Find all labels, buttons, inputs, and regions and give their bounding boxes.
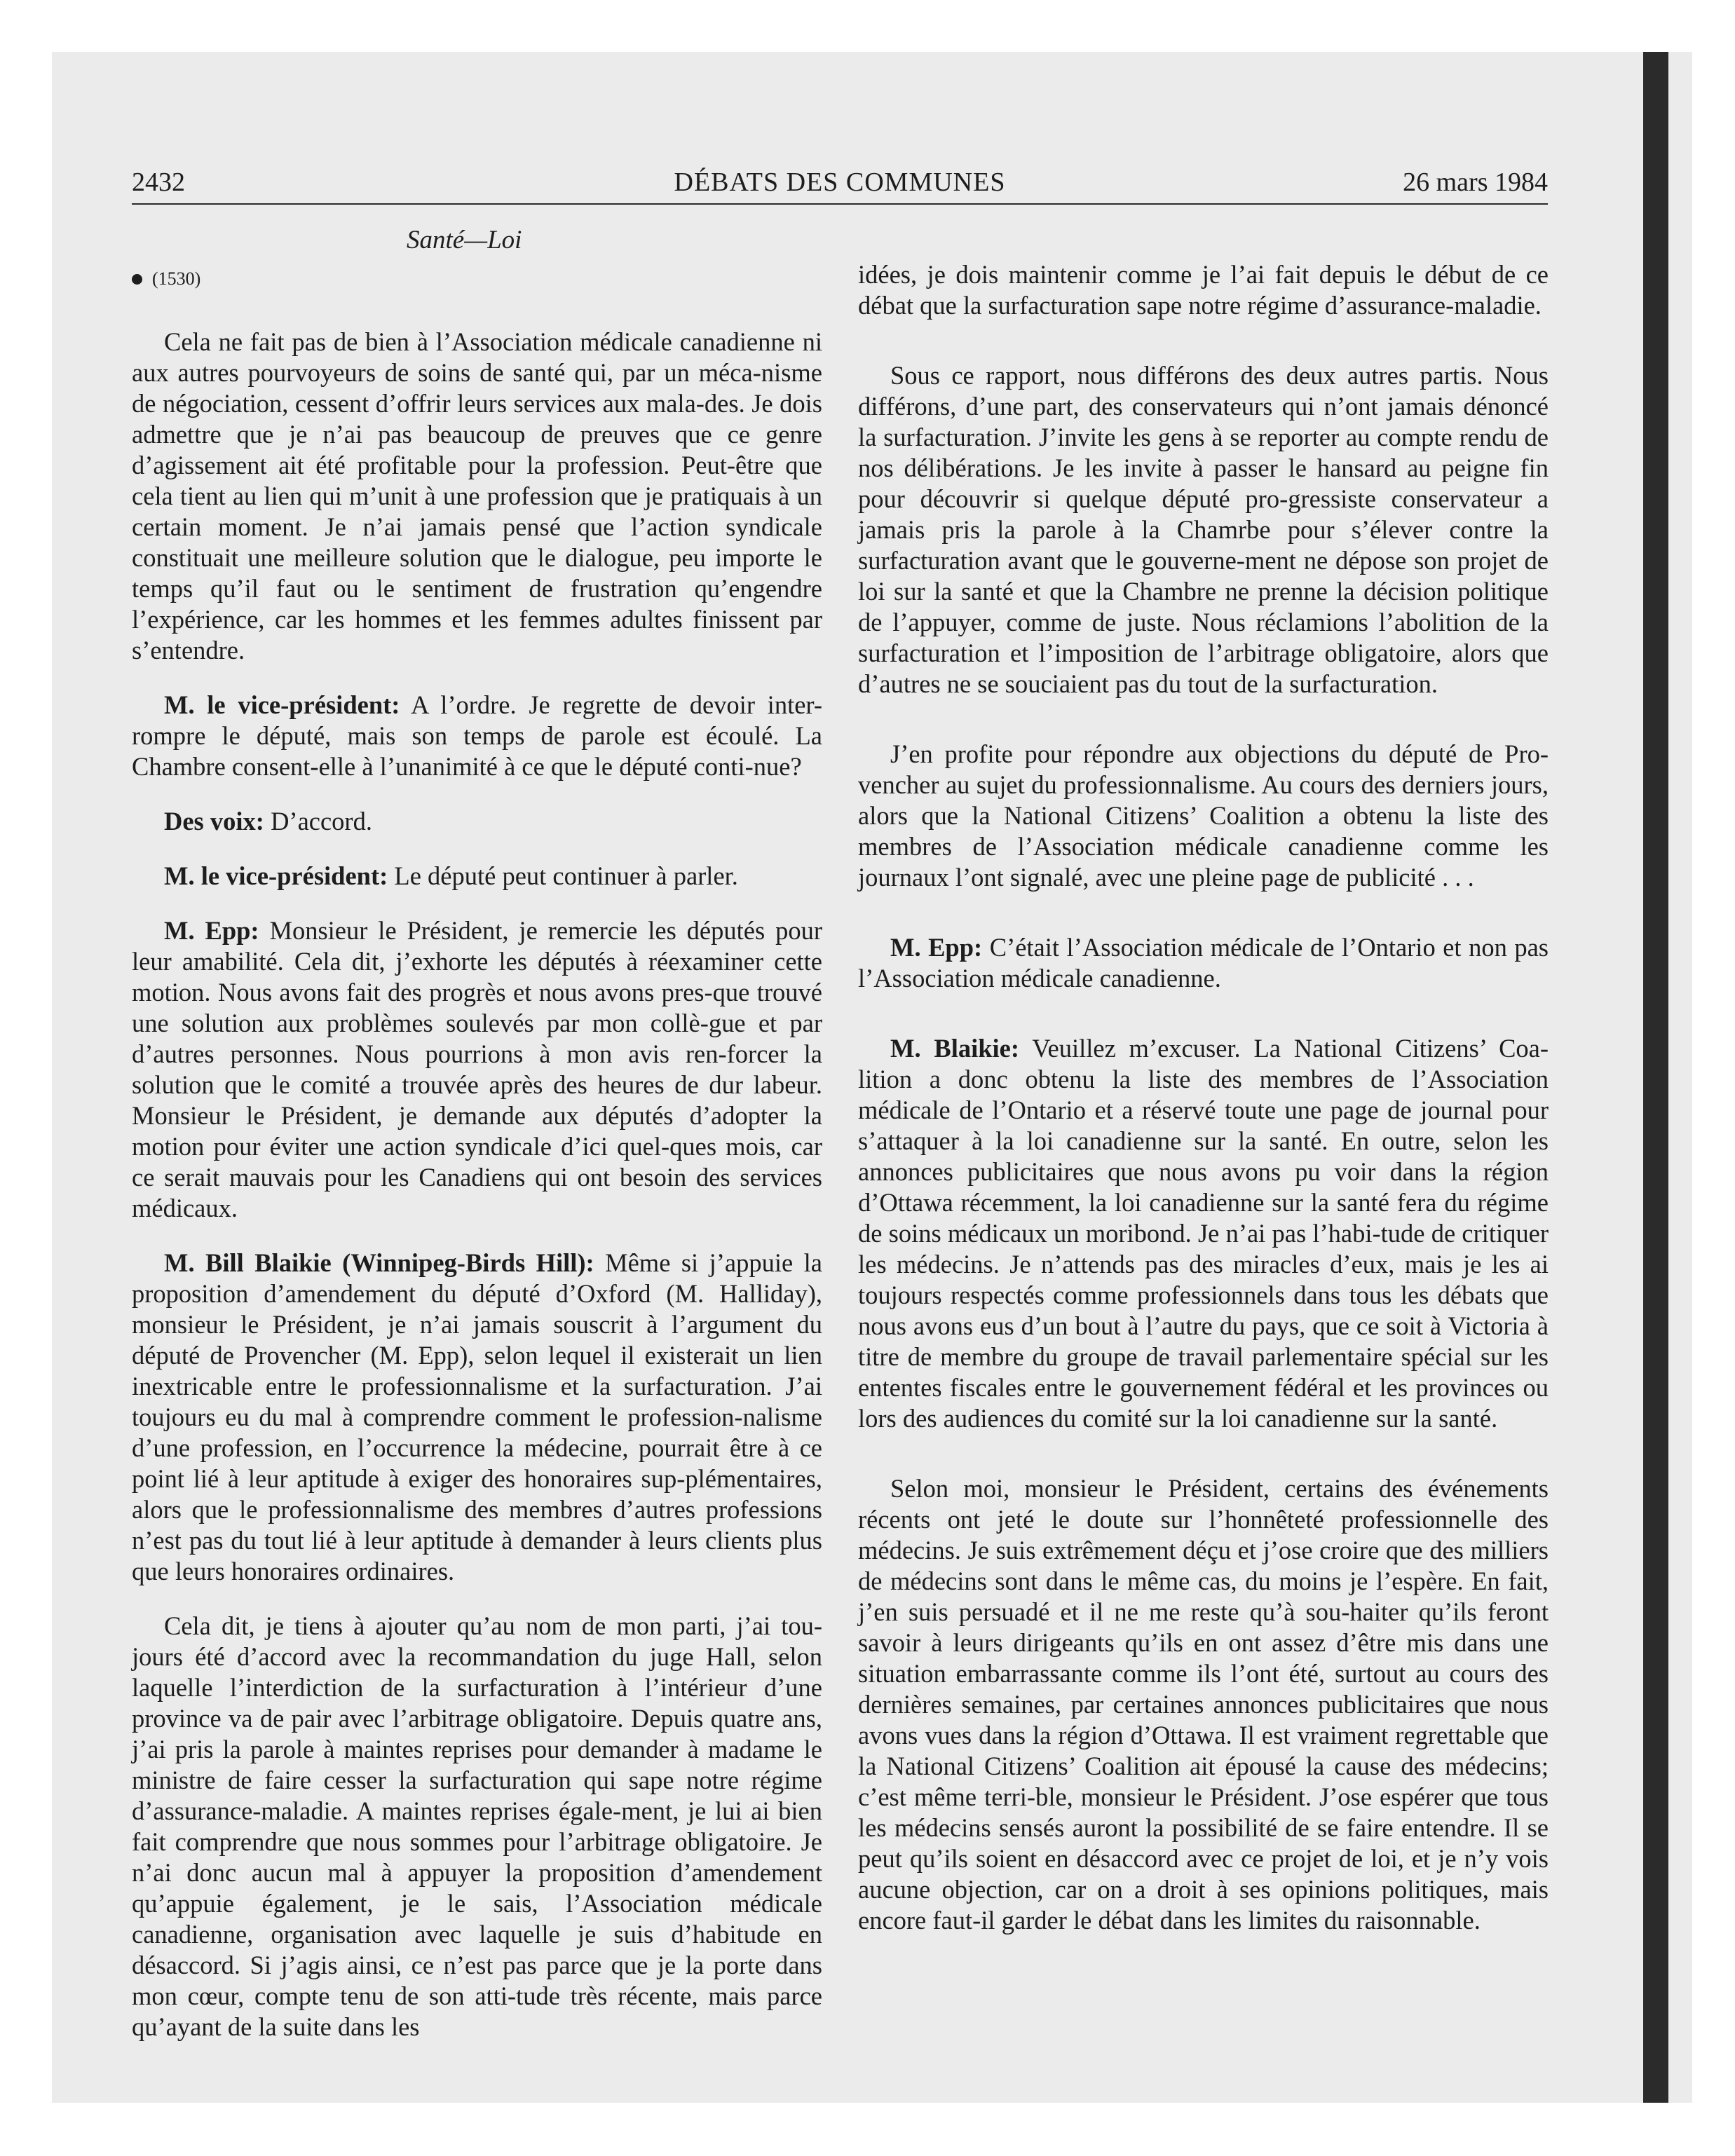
- speaker-name: Des voix:: [164, 807, 264, 835]
- paragraph-text: Cela dit, je tiens à ajouter qu’au nom de mon parti, j’ai tou-jours été d’accord avec la recommandation du juge Hall, selon laquelle l’interdiction de la surfacturation à l’intérieur d’une province va de pair avec l’arbitrage obligatoire. Depuis quatre ans, j’ai pris la parole à maintes reprises pour demander à madame le ministre de faire cesser la surfacturation qui sape notre régime d’assurance-maladie. A maintes reprises égale-ment, je lui ai bien fait comprendre que nous sommes pour l’arbitrage obligatoire. Je n’ai donc aucun mal à appuyer la proposition d’amendement qu’appuie également, je le sais, l’Association médicale canadienne, organisation avec laquelle je suis d’habitude en désaccord. Si j’agis ainsi, ce n’est pas parce que je la porte dans mon cœur, compte tenu de son atti-tude très récente, mais parce qu’ayant de la suite dans les: [132, 1611, 822, 2041]
- paragraph-text: D’accord.: [271, 807, 372, 835]
- paragraph-text: Cela ne fait pas de bien à l’Association médicale canadienne ni aux autres pourvoyeurs de soins de santé qui, par un méca-nisme de négociation, cessent d’offrir leurs services aux mala-des. Je dois admettre que je n’ai pas beaucoup de preuves que ce genre d’agissement ait été profitable pour la profession. Peut-être que cela tient au lien qui m’unit à une profession que je pratiquais à un certain moment. Je n’ai jamais pensé que l’action syndicale constituait une meilleure solution que le dialogue, peu importe le temps qu’il faut ou le sentiment de frustration qu’engendre l’expérience, car les hommes et les femmes adultes finissent par s’entendre.: [132, 327, 822, 664]
- paragraph-text: Sous ce rapport, nous différons des deux autres partis. Nous différons, d’une part, des conservateurs qui n’ont jamais dénoncé la surfacturation. J’invite les gens à se reporter au compte rendu de nos délibérations. Je les invite à passer le hansard au peigne fin pour découvrir si quelque député pro-gressiste conservateur a jamais pris la parole à la Chamrbe pour s’élever contre la surfacturation avant que le gouverne-ment ne dépose son projet de loi sur la santé et que la Chambre ne prenne la décision politique de l’appuyer, comme de juste. Nous réclamions l’abolition de la surfacturation et l’imposition de l’arbitrage obligatoire, alors que d’autres ne se souciaient pas du tout de la surfacturation.: [858, 361, 1549, 698]
- right-column: [858, 259, 1549, 1960]
- paragraph: [858, 360, 1549, 700]
- paragraph-text: J’en profite pour répondre aux objections du député de Pro-vencher au sujet du professionnalisme. Au cours des derniers jours, alors que la National Citizens’ Coalition a obtenu la liste des membres de l’Association médicale canadienne comme les journaux l’ont signalé, avec une pleine page de publicité . . .: [858, 739, 1549, 892]
- speaker-name: M. Epp:: [164, 916, 259, 945]
- paragraph: [132, 327, 822, 666]
- paragraph: [132, 806, 822, 837]
- paragraph-text: Veuillez m’excuser. La National Citizens’ Coa-lition a donc obtenu la liste des membres de l’Association médicale de l’Ontario et a réservé toute une page de journal pour s’attaquer à la loi canadienne sur la santé. En outre, selon les annonces publicitaires que nous avons pu voir dans la région d’Ottawa récemment, la loi canadienne sur la santé fera du régime de soins médicaux un moribond. Je n’ai pas l’habi-tude de critiquer les médecins. Je n’attends pas des miracles d’eux, mais je les ai toujours respectés comme professionnels dans tous les débats que nous avons eus d’un bout à l’autre du pays, que ce soit à Victoria à titre de membre du groupe de travail parlementaire spécial sur les ententes fiscales entre le gouvernement fédéral et les provinces ou lors des audiences du comité sur la loi canadienne sur la santé.: [858, 1034, 1549, 1433]
- publication-title: DÉBATS DES COMMUNES: [674, 168, 1006, 197]
- speaker-name: M. Bill Blaikie (Winnipeg-Birds Hill):: [164, 1248, 594, 1277]
- bullet-icon: [132, 274, 142, 285]
- paragraph: [132, 1611, 822, 2042]
- speaker-name: M. le vice-président:: [164, 861, 388, 890]
- paragraph: [858, 1033, 1549, 1434]
- page-header: [132, 163, 1548, 202]
- paragraph-text: Même si j’appuie la proposition d’amendement du député d’Oxford (M. Halliday), monsieur le Président, je n’ai jamais souscrit à l’argument du député de Provencher (M. Epp), selon lequel il existerait un lien inextricable entre le professionnalisme et la surfacturation. J’ai toujours eu du mal à comprendre comment le profession-nalisme d’une profession, en l’occurrence la médecine, pourrait être à ce point lié à leur aptitude à exiger des honoraires sup-plémentaires, alors que le professionnalisme des membres d’autres professions n’est pas du tout lié à leur aptitude à demander à leurs clients plus que leurs honoraires ordinaires.: [132, 1248, 822, 1585]
- paragraph: [858, 1473, 1549, 1936]
- paragraph-text: Le député peut continuer à parler.: [394, 861, 738, 890]
- paragraph-text: idées, je dois maintenir comme je l’ai fait depuis le début de ce débat que la surfacturation sape notre régime d’assurance-maladie.: [858, 260, 1549, 320]
- header-rule: [132, 203, 1548, 205]
- timestamp-text: (1530): [152, 268, 201, 289]
- paragraph: [858, 739, 1549, 893]
- page-date: 26 mars 1984: [1403, 168, 1548, 197]
- page-number: 2432: [132, 168, 185, 197]
- paragraph-text: Selon moi, monsieur le Président, certains des événements récents ont jeté le doute sur l’honnêteté professionnelle des médecins. Je suis extrêmement déçu et j’ose croire que des milliers de médecins sont dans le même cas, du moins je l’espère. En fait, j’en suis persuadé et il ne me reste qu’à sou-haiter qu’ils feront savoir à leurs dirigeants qu’ils en ont assez d’être mis dans une situation embarrassante comme ils l’ont été, surtout au cours des dernières semaines, par certaines annonces publicitaires que nous avons vues dans la région d’Ottawa. Il est vraiment regrettable que la National Citizens’ Coalition ait épousé la cause des médecins; c’est même terri-ble, monsieur le Président. J’ose espérer que tous les médecins sensés auront la possibilité de se faire entendre. Il se peut qu’ils soient en désaccord avec ce projet de loi, et je n’y vois aucune objection, car on a droit à ses opinions politiques, mais encore faut-il garder le débat dans les limites du raisonnable.: [858, 1474, 1549, 1935]
- paragraph: [858, 259, 1549, 321]
- paragraph-text: A l’ordre. Je regrette de devoir inter-rompre le député, mais son temps de parole est écoulé. La Chambre consent-elle à l’unanimité à ce que le député conti-nue?: [132, 690, 822, 781]
- paragraph-text: Monsieur le Président, je remercie les députés pour leur amabilité. Cela dit, j’exhorte les députés à réexaminer cette motion. Nous avons fait des progrès et nous avons pres-que trouvé une solution aux problèmes soulevés par mon collè-gue et par d’autres personnes. Nous pourrions à mon avis ren-forcer la solution que le comité a trouvée après des heures de dur labeur. Monsieur le Président, je demande aux députés d’adopter la motion pour éviter une action syndicale d’ici quel-ques mois, car ce serait mauvais pour les Canadiens qui ont besoin des services médicaux.: [132, 916, 822, 1222]
- speaker-name: M. le vice-président:: [164, 690, 400, 719]
- speaker-name: M. Epp:: [890, 933, 983, 962]
- paragraph: [132, 690, 822, 782]
- left-column: [132, 327, 822, 2066]
- paragraph: [858, 932, 1549, 994]
- paragraph: [132, 861, 822, 892]
- paragraph: [132, 915, 822, 1224]
- timestamp-marker: [132, 265, 200, 293]
- running-head: Santé—Loi: [407, 226, 522, 254]
- paragraph: [132, 1248, 822, 1587]
- speaker-name: M. Blaikie:: [890, 1034, 1020, 1063]
- paragraph-text: C’était l’Association médicale de l’Ontario et non pas l’Association médicale canadienne.: [858, 933, 1549, 992]
